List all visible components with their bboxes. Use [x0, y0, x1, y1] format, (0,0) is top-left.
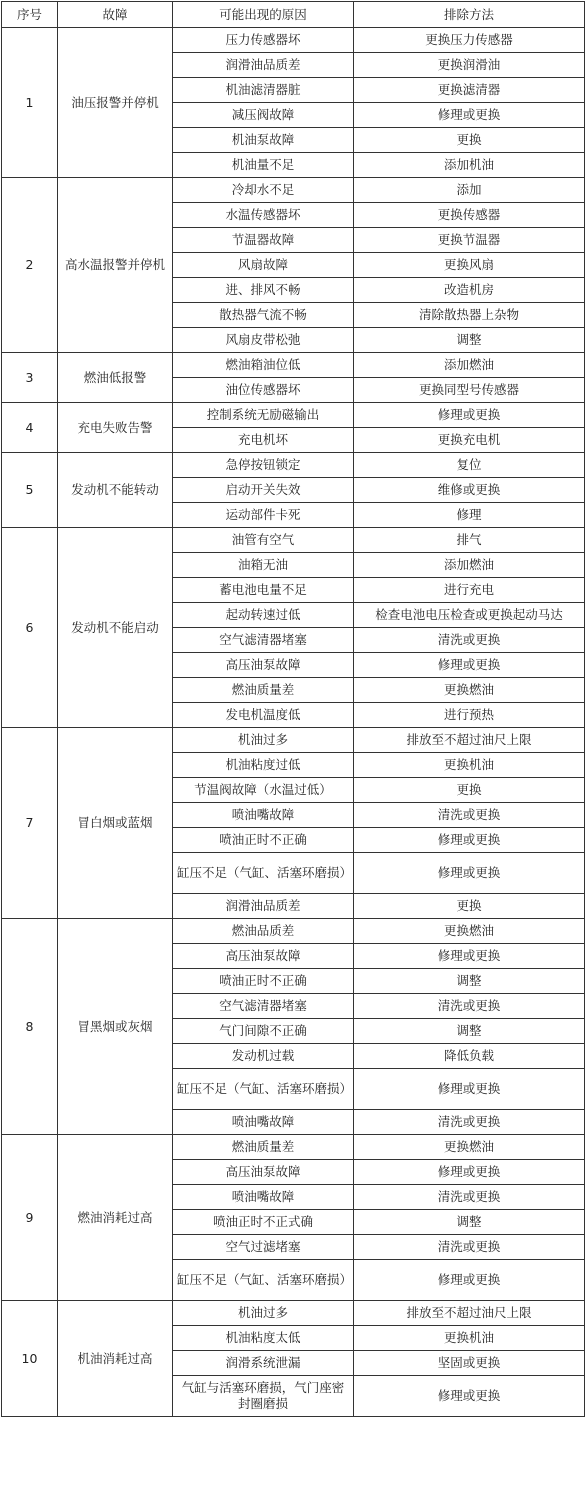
- cause-cell: 燃油质量差: [173, 1135, 354, 1160]
- cause-cell: 高压油泵故障: [173, 653, 354, 678]
- header-solution: 排除方法: [354, 2, 585, 28]
- solution-cell: 清除散热器上杂物: [354, 303, 585, 328]
- solution-cell: 修理或更换: [354, 1069, 585, 1110]
- cause-cell: 机油粘度过低: [173, 753, 354, 778]
- solution-cell: 添加机油: [354, 153, 585, 178]
- solution-cell: 更换润滑油: [354, 53, 585, 78]
- cause-cell: 空气过滤堵塞: [173, 1235, 354, 1260]
- cause-cell: 油箱无油: [173, 553, 354, 578]
- cause-cell: 进、排风不畅: [173, 278, 354, 303]
- solution-cell: 修理或更换: [354, 103, 585, 128]
- cause-cell: 减压阀故障: [173, 103, 354, 128]
- solution-cell: 更换: [354, 128, 585, 153]
- cause-cell: 油管有空气: [173, 528, 354, 553]
- solution-cell: 修理: [354, 503, 585, 528]
- solution-cell: 维修或更换: [354, 478, 585, 503]
- solution-cell: 清洗或更换: [354, 994, 585, 1019]
- cause-cell: 喷油嘴故障: [173, 1110, 354, 1135]
- solution-cell: 排气: [354, 528, 585, 553]
- solution-cell: 进行充电: [354, 578, 585, 603]
- solution-cell: 调整: [354, 328, 585, 353]
- solution-cell: 更换滤清器: [354, 78, 585, 103]
- table-row: [2, 453, 585, 478]
- cause-cell: 机油滤清器脏: [173, 78, 354, 103]
- solution-cell: 更换传感器: [354, 203, 585, 228]
- table-row: [2, 403, 585, 428]
- header-serial-number: 序号: [2, 2, 58, 28]
- solution-cell: 改造机房: [354, 278, 585, 303]
- solution-cell: 更换燃油: [354, 1135, 585, 1160]
- solution-cell: 清洗或更换: [354, 803, 585, 828]
- solution-cell: 调整: [354, 1210, 585, 1235]
- cause-cell: 油位传感器坏: [173, 378, 354, 403]
- solution-cell: 清洗或更换: [354, 1110, 585, 1135]
- cause-cell: 起动转速过低: [173, 603, 354, 628]
- solution-cell: 更换风扇: [354, 253, 585, 278]
- table-row: [2, 919, 585, 944]
- cause-cell: 高压油泵故障: [173, 944, 354, 969]
- cause-cell: 气缸与活塞环磨损，气门座密封圈磨损: [173, 1376, 354, 1417]
- serial-number-cell: 6: [2, 528, 58, 728]
- cause-cell: 充电机坏: [173, 428, 354, 453]
- cause-cell: 缸压不足（气缸、活塞环磨损）: [173, 1260, 354, 1301]
- table-row: [2, 728, 585, 753]
- cause-cell: 润滑系统泄漏: [173, 1351, 354, 1376]
- cause-cell: 机油过多: [173, 728, 354, 753]
- cause-cell: 运动部件卡死: [173, 503, 354, 528]
- cause-cell: 蓄电池电量不足: [173, 578, 354, 603]
- serial-number-cell: 4: [2, 403, 58, 453]
- header-possible-cause: 可能出现的原因: [173, 2, 354, 28]
- solution-cell: 修理或更换: [354, 1160, 585, 1185]
- cause-cell: 高压油泵故障: [173, 1160, 354, 1185]
- cause-cell: 空气滤清器堵塞: [173, 628, 354, 653]
- solution-cell: 清洗或更换: [354, 628, 585, 653]
- serial-number-cell: 9: [2, 1135, 58, 1301]
- header-fault: 故障: [58, 2, 173, 28]
- fault-cell: 发动机不能转动: [58, 453, 173, 528]
- table-body: [2, 28, 585, 1417]
- solution-cell: 排放至不超过油尺上限: [354, 728, 585, 753]
- cause-cell: 喷油正时不正确: [173, 828, 354, 853]
- solution-cell: 进行预热: [354, 703, 585, 728]
- solution-cell: 更换燃油: [354, 919, 585, 944]
- cause-cell: 冷却水不足: [173, 178, 354, 203]
- table-row: [2, 178, 585, 203]
- fault-cell: 燃油消耗过高: [58, 1135, 173, 1301]
- fault-cell: 燃油低报警: [58, 353, 173, 403]
- solution-cell: 更换充电机: [354, 428, 585, 453]
- serial-number-cell: 5: [2, 453, 58, 528]
- cause-cell: 缸压不足（气缸、活塞环磨损）: [173, 1069, 354, 1110]
- cause-cell: 缸压不足（气缸、活塞环磨损）: [173, 853, 354, 894]
- cause-cell: 燃油质量差: [173, 678, 354, 703]
- cause-cell: 散热器气流不畅: [173, 303, 354, 328]
- fault-cell: 冒白烟或蓝烟: [58, 728, 173, 919]
- table-row: [2, 1135, 585, 1160]
- serial-number-cell: 2: [2, 178, 58, 353]
- fault-cell: 高水温报警并停机: [58, 178, 173, 353]
- solution-cell: 修理或更换: [354, 403, 585, 428]
- solution-cell: 修理或更换: [354, 653, 585, 678]
- solution-cell: 清洗或更换: [354, 1185, 585, 1210]
- solution-cell: 更换机油: [354, 753, 585, 778]
- cause-cell: 急停按钮锁定: [173, 453, 354, 478]
- cause-cell: 风扇皮带松弛: [173, 328, 354, 353]
- fault-cell: 机油消耗过高: [58, 1301, 173, 1417]
- serial-number-cell: 7: [2, 728, 58, 919]
- serial-number-cell: 3: [2, 353, 58, 403]
- cause-cell: 燃油品质差: [173, 919, 354, 944]
- solution-cell: 添加燃油: [354, 353, 585, 378]
- cause-cell: 发电机温度低: [173, 703, 354, 728]
- solution-cell: 清洗或更换: [354, 1235, 585, 1260]
- fault-cell: 油压报警并停机: [58, 28, 173, 178]
- solution-cell: 添加: [354, 178, 585, 203]
- table-row: [2, 1301, 585, 1326]
- solution-cell: 复位: [354, 453, 585, 478]
- solution-cell: 修理或更换: [354, 828, 585, 853]
- cause-cell: 喷油正时不正式确: [173, 1210, 354, 1235]
- fault-cell: 发动机不能启动: [58, 528, 173, 728]
- cause-cell: 燃油箱油位低: [173, 353, 354, 378]
- solution-cell: 修理或更换: [354, 1376, 585, 1417]
- solution-cell: 修理或更换: [354, 944, 585, 969]
- solution-cell: 更换机油: [354, 1326, 585, 1351]
- cause-cell: 机油过多: [173, 1301, 354, 1326]
- cause-cell: 压力传感器坏: [173, 28, 354, 53]
- solution-cell: 修理或更换: [354, 1260, 585, 1301]
- cause-cell: 风扇故障: [173, 253, 354, 278]
- solution-cell: 更换节温器: [354, 228, 585, 253]
- cause-cell: 水温传感器坏: [173, 203, 354, 228]
- solution-cell: 坚固或更换: [354, 1351, 585, 1376]
- cause-cell: 喷油正时不正确: [173, 969, 354, 994]
- solution-cell: 更换: [354, 778, 585, 803]
- serial-number-cell: 8: [2, 919, 58, 1135]
- solution-cell: 更换压力传感器: [354, 28, 585, 53]
- cause-cell: 空气滤清器堵塞: [173, 994, 354, 1019]
- solution-cell: 更换燃油: [354, 678, 585, 703]
- cause-cell: 节温器故障: [173, 228, 354, 253]
- solution-cell: 更换: [354, 894, 585, 919]
- solution-cell: 调整: [354, 969, 585, 994]
- cause-cell: 节温阀故障（水温过低）: [173, 778, 354, 803]
- cause-cell: 机油量不足: [173, 153, 354, 178]
- fault-cell: 冒黑烟或灰烟: [58, 919, 173, 1135]
- table-row: [2, 528, 585, 553]
- header-row: [2, 2, 585, 28]
- solution-cell: 添加燃油: [354, 553, 585, 578]
- table-row: [2, 28, 585, 53]
- cause-cell: 机油泵故障: [173, 128, 354, 153]
- table-header: [2, 2, 585, 28]
- solution-cell: 更换同型号传感器: [354, 378, 585, 403]
- cause-cell: 喷油嘴故障: [173, 803, 354, 828]
- solution-cell: 调整: [354, 1019, 585, 1044]
- cause-cell: 喷油嘴故障: [173, 1185, 354, 1210]
- cause-cell: 发动机过载: [173, 1044, 354, 1069]
- cause-cell: 润滑油品质差: [173, 894, 354, 919]
- fault-cell: 充电失败告警: [58, 403, 173, 453]
- solution-cell: 降低负载: [354, 1044, 585, 1069]
- solution-cell: 修理或更换: [354, 853, 585, 894]
- cause-cell: 启动开关失效: [173, 478, 354, 503]
- cause-cell: 机油粘度太低: [173, 1326, 354, 1351]
- fault-table: [1, 1, 585, 1417]
- solution-cell: 检查电池电压检查或更换起动马达: [354, 603, 585, 628]
- serial-number-cell: 10: [2, 1301, 58, 1417]
- cause-cell: 气门间隙不正确: [173, 1019, 354, 1044]
- solution-cell: 排放至不超过油尺上限: [354, 1301, 585, 1326]
- cause-cell: 控制系统无励磁输出: [173, 403, 354, 428]
- table-row: [2, 353, 585, 378]
- serial-number-cell: 1: [2, 28, 58, 178]
- cause-cell: 润滑油品质差: [173, 53, 354, 78]
